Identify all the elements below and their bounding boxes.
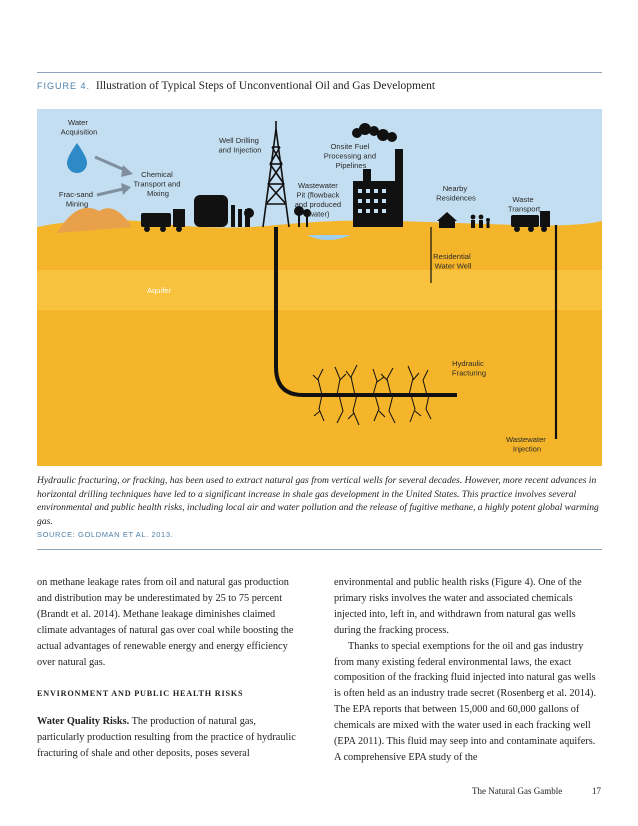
top-rule (37, 72, 602, 73)
nearby-residences-label: Nearby Residences (436, 184, 476, 203)
frac-sand-label: Frac-sand Mining (58, 190, 94, 209)
left-column (37, 575, 305, 762)
hydraulic-fracturing-label: Hydraulic Fracturing (451, 359, 487, 378)
water-quality-lead: Water Quality Risks. (37, 716, 130, 728)
wastewater-injection-label: Wastewater Injection (506, 435, 546, 454)
figure-caption: Hydraulic fracturing, or fracking, has been used to extract natural gas from vertical wells for several decades. However, more recent advances in horizontal drilling techniques have led to a significant increase in shale gas development in the United States. This practice involves several environmental and public health risks, including local air and water pollution and the release of fugitive methane, a highly potent global warming gas. (37, 475, 599, 527)
waste-transport-label: Waste Transport (507, 195, 541, 214)
aquifer-layer (37, 269, 602, 311)
figure-heading (37, 80, 602, 92)
wastewater-pit-label: Wastewater Pit (flowback and produced water) (294, 181, 342, 219)
water-quality-text: The production of natural gas, particularly production resulting from the practice of hydraulic fracturing of shale and other deposits, poses several (37, 716, 296, 760)
left-paragraph: on methane leakage rates from oil and natural gas production and distribution may be underestimated by 25 to 75 percent (Brandt et al. 2014). Methane leakage diminishes claimed climate advantages of natural gas over coal while boosting the actual advantages of renewable energy and energy efficiency over natural gas. (37, 577, 294, 668)
right-column (334, 575, 600, 766)
figure-label: FIGURE 4. (37, 81, 91, 91)
right-paragraph-1: environmental and public health risks (Figure 4). One of the primary risks involves the water and associated chemicals injected into, left in, and withdrawn from natural gas wells during the fracking process. (334, 577, 582, 636)
figure-title: Illustration of Typical Steps of Unconventional Oil and Gas Development (95, 80, 436, 92)
page-number: 17 (592, 786, 601, 796)
fracking-illustration (37, 109, 602, 466)
aquifer-label: Aquifer (147, 286, 172, 295)
residential-well-label: Residential Water Well (433, 252, 472, 271)
onsite-fuel-label: Onsite Fuel Processing and Pipelines (323, 142, 377, 170)
caption-rule (37, 549, 602, 550)
footer-title: The Natural Gas Gamble (472, 786, 563, 796)
right-paragraph-2: Thanks to special exemptions for the oil and gas industry from many existing federal environmental laws, the exact composition of the fracking fluid injected into natural gas wells is often held as an industry trade secret (Rosenberg et al. 2014). The EPA reports that between 15,000 and 60,000 gallons of chemicals are mixed with the water used in each fracking well (EPA 2011). This fluid may seep into and contaminate aquifers. A comprehensive EPA study of the (334, 640, 597, 763)
chemical-label: Chemical Transport and Mixing (133, 170, 181, 198)
well-drilling-label: Well Drilling and Injection (218, 136, 262, 155)
water-acquisition-label: Water Acquisition (60, 118, 98, 137)
figure-source: SOURCE: GOLDMAN ET AL. 2013. (37, 530, 174, 539)
water-quality-paragraph (37, 714, 305, 762)
section-heading: ENVIRONMENT AND PUBLIC HEALTH RISKS (37, 689, 244, 699)
